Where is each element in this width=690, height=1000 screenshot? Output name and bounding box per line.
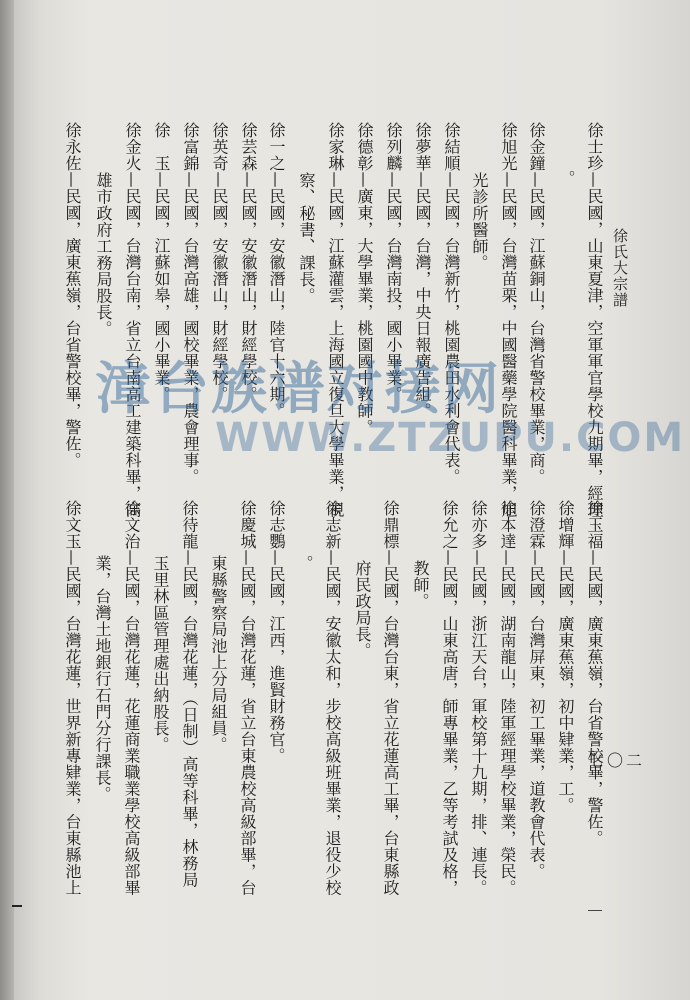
upper-entry-14: 徐英奇—民國，安徽潛山，財經學校。 xyxy=(210,122,229,403)
lower-entry-17: 徐文治—民國，台灣花蓮，花蓮商業職業學校高級部畢 xyxy=(122,500,141,896)
upper-entry-6: 徐結順—民國，台灣新竹，桃園農田水利會代表。 xyxy=(442,122,461,485)
upper-entry-18: 雄市政府工務局股長。 xyxy=(94,172,113,337)
upper-entry-16: 徐 玉—民國，江蘇如皋，國小畢業。 xyxy=(152,122,171,403)
upper-entry-12: 徐一之—民國，安徽潛山，陸官十六期。 xyxy=(267,122,286,419)
upper-entry-8: 徐列麟—民國，台灣南投，國小畢業。 xyxy=(384,122,403,403)
upper-entry-13: 徐芸森—民國，安徽潛山，財經學校。 xyxy=(239,122,258,403)
upper-entry-10: 徐家琳—民國，江蘇灌雲，上海國立復旦大學畢業，視 xyxy=(326,122,345,518)
lower-entry-18: 業，台灣土地銀行石門分行課長。 xyxy=(93,555,112,803)
lower-entry-12: 徐志鸚—民國，江西，進賢財務官。 xyxy=(267,500,286,764)
ink-mark xyxy=(12,905,22,907)
lower-entry-1: 徐玉福—民國，廣東蕉嶺，台省警校畢，警佐。 xyxy=(585,500,604,847)
lower-entry-5: 徐亦多—民國，浙江天台，軍校第十九期，排、連長。 xyxy=(469,500,488,896)
lower-entry-6: 徐允之—民國，山東高唐，師專畢業，乙等考試及格， xyxy=(440,500,459,896)
page-rule-right xyxy=(588,910,602,911)
lower-entry-11: 。 xyxy=(295,555,314,572)
lower-entry-4: 徐本達—民國，湖南龍山，陸軍經理學校畢業，榮民。 xyxy=(498,500,517,896)
lower-entry-14: 東縣警察局池上分局組員。 xyxy=(209,555,228,753)
running-header: 徐氏大宗譜 xyxy=(611,228,629,308)
upper-entry-3: 徐金鐘—民國，江蘇銅山，台灣省警校畢業，商。 xyxy=(527,122,546,485)
lower-entry-19: 徐文玉—民國，台灣花蓮，世界新專肄業，台東縣池上 xyxy=(63,500,82,896)
site-watermark: 漳台族谱对接网 xyxy=(95,357,501,422)
lower-entry-15: 徐待龍—民國，台灣花蓮，（日制）高等科畢，林務局 xyxy=(180,500,199,888)
lower-entry-16: 玉里林區管理處出納股長。 xyxy=(151,555,170,753)
upper-entry-15: 徐富錦—民國，台灣高雄，國校畢業，農會理事。 xyxy=(181,122,200,485)
lower-entry-9: 府民政局長。 xyxy=(353,560,372,659)
lower-entry-8: 徐鼎標—民國，台灣台東，省立花蓮高工畢，台東縣政 xyxy=(381,500,400,896)
upper-entry-7: 徐夢華—民國，台灣，中央日報廣告組。 xyxy=(413,122,432,419)
upper-entry-5: 光診所醫師。 xyxy=(470,172,489,271)
upper-entry-9: 徐德彰—廣東，大學畢業，桃園國中教師。 xyxy=(355,122,374,436)
lower-entry-2: 徐增輝—民國，廣東蕉嶺，初中肄業，工。 xyxy=(556,500,575,814)
site-watermark-url: WWW.ZTZUPU.COM xyxy=(215,415,686,461)
lower-entry-7: 教師。 xyxy=(411,560,430,610)
book-spine-edge xyxy=(0,0,14,1000)
upper-entry-17: 徐金火—民國，台灣台南，省立台南高工建築科畢，高 xyxy=(123,122,142,518)
lower-entry-10: 徐志新—民國，安徽太和，步校高級班畢業，退役少校 xyxy=(323,500,342,896)
upper-entry-11: 察、秘書、課長。 xyxy=(297,172,316,304)
upper-entry-1: 徐士珍—民國，山東夏津，空軍軍官學校九期畢，經理 xyxy=(585,122,604,518)
upper-entry-19: 徐永佐—民國，廣東蕉嶺，台省警校畢，警佐。 xyxy=(63,122,82,469)
lower-entry-13: 徐慶城—民國，台灣花蓮，省立台東農校高級部畢，台 xyxy=(238,500,257,896)
lower-entry-3: 徐澄霖—民國，台灣屏東，初工畢業，道教會代表。 xyxy=(527,500,546,880)
page-number: 七〇二 xyxy=(588,751,646,770)
upper-entry-2: 。 xyxy=(557,170,576,187)
upper-entry-4: 徐旭光—民國，台灣苗栗，中國醫藥學院醫科畢業，旭 xyxy=(499,122,518,518)
